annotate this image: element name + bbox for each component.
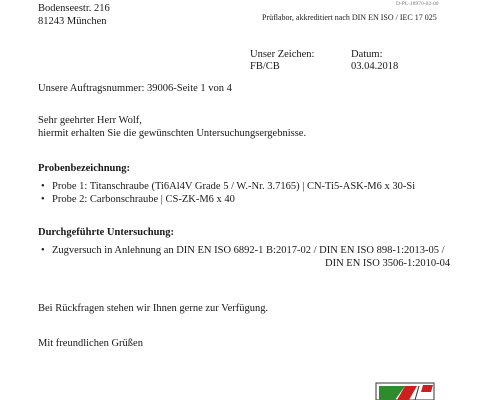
list-item <box>38 244 445 257</box>
tests-heading: Durchgeführte Untersuchung: <box>38 227 175 238</box>
logo-mark <box>375 382 435 400</box>
accreditation-text: Prüflabor, akkreditiert nach DIN EN ISO / IEC 17 025 <box>262 13 437 22</box>
intro-text: hiermit erhalten Sie die gewünschten Untersuchungsergebnisse. <box>38 128 307 139</box>
bullet-glyph: • <box>41 181 45 192</box>
reference-value: FB/CB <box>250 61 280 72</box>
accreditation-code: D-PL-18970-02-00 <box>396 1 439 7</box>
sender-city: 81243 München <box>38 16 107 27</box>
test-line-1: Zugversuch in Anlehnung an DIN EN ISO 6892-1 B:2017-02 / DIN EN ISO 898-1:2013-05 / <box>52 245 445 256</box>
regards: Mit freundlichen Grüßen <box>38 338 143 349</box>
salutation: Sehr geehrter Herr Wolf, <box>38 115 142 126</box>
date-value: 03.04.2018 <box>351 61 399 72</box>
reference-label: Unser Zeichen: <box>250 49 315 60</box>
list-item <box>38 180 415 193</box>
date-label: Datum: <box>351 49 383 60</box>
tests-list <box>38 244 445 257</box>
bullet-glyph: • <box>41 245 45 256</box>
sender-street: Bodenseestr. 216 <box>38 3 110 14</box>
list-item <box>38 193 415 206</box>
samples-heading: Probenbezeichnung: <box>38 163 130 174</box>
test-line-2: DIN EN ISO 3506-1:2010-04 <box>325 258 451 269</box>
order-number: Unsere Auftragsnummer: 39006-Seite 1 von 4 <box>38 83 232 94</box>
closing-question: Bei Rückfragen stehen wir Ihnen gerne zur Verfügung. <box>38 303 269 314</box>
samples-list <box>38 180 415 206</box>
sample-1: Probe 1: Titanschraube (Ti6Al4V Grade 5 / W.-Nr. 3.7165) | CN-Ti5-ASK-M6 x 30-Si <box>52 181 416 192</box>
company-logo <box>375 382 435 400</box>
bullet-glyph: • <box>41 194 45 205</box>
sample-2: Probe 2: Carbonschraube | CS-ZK-M6 x 40 <box>52 194 235 205</box>
